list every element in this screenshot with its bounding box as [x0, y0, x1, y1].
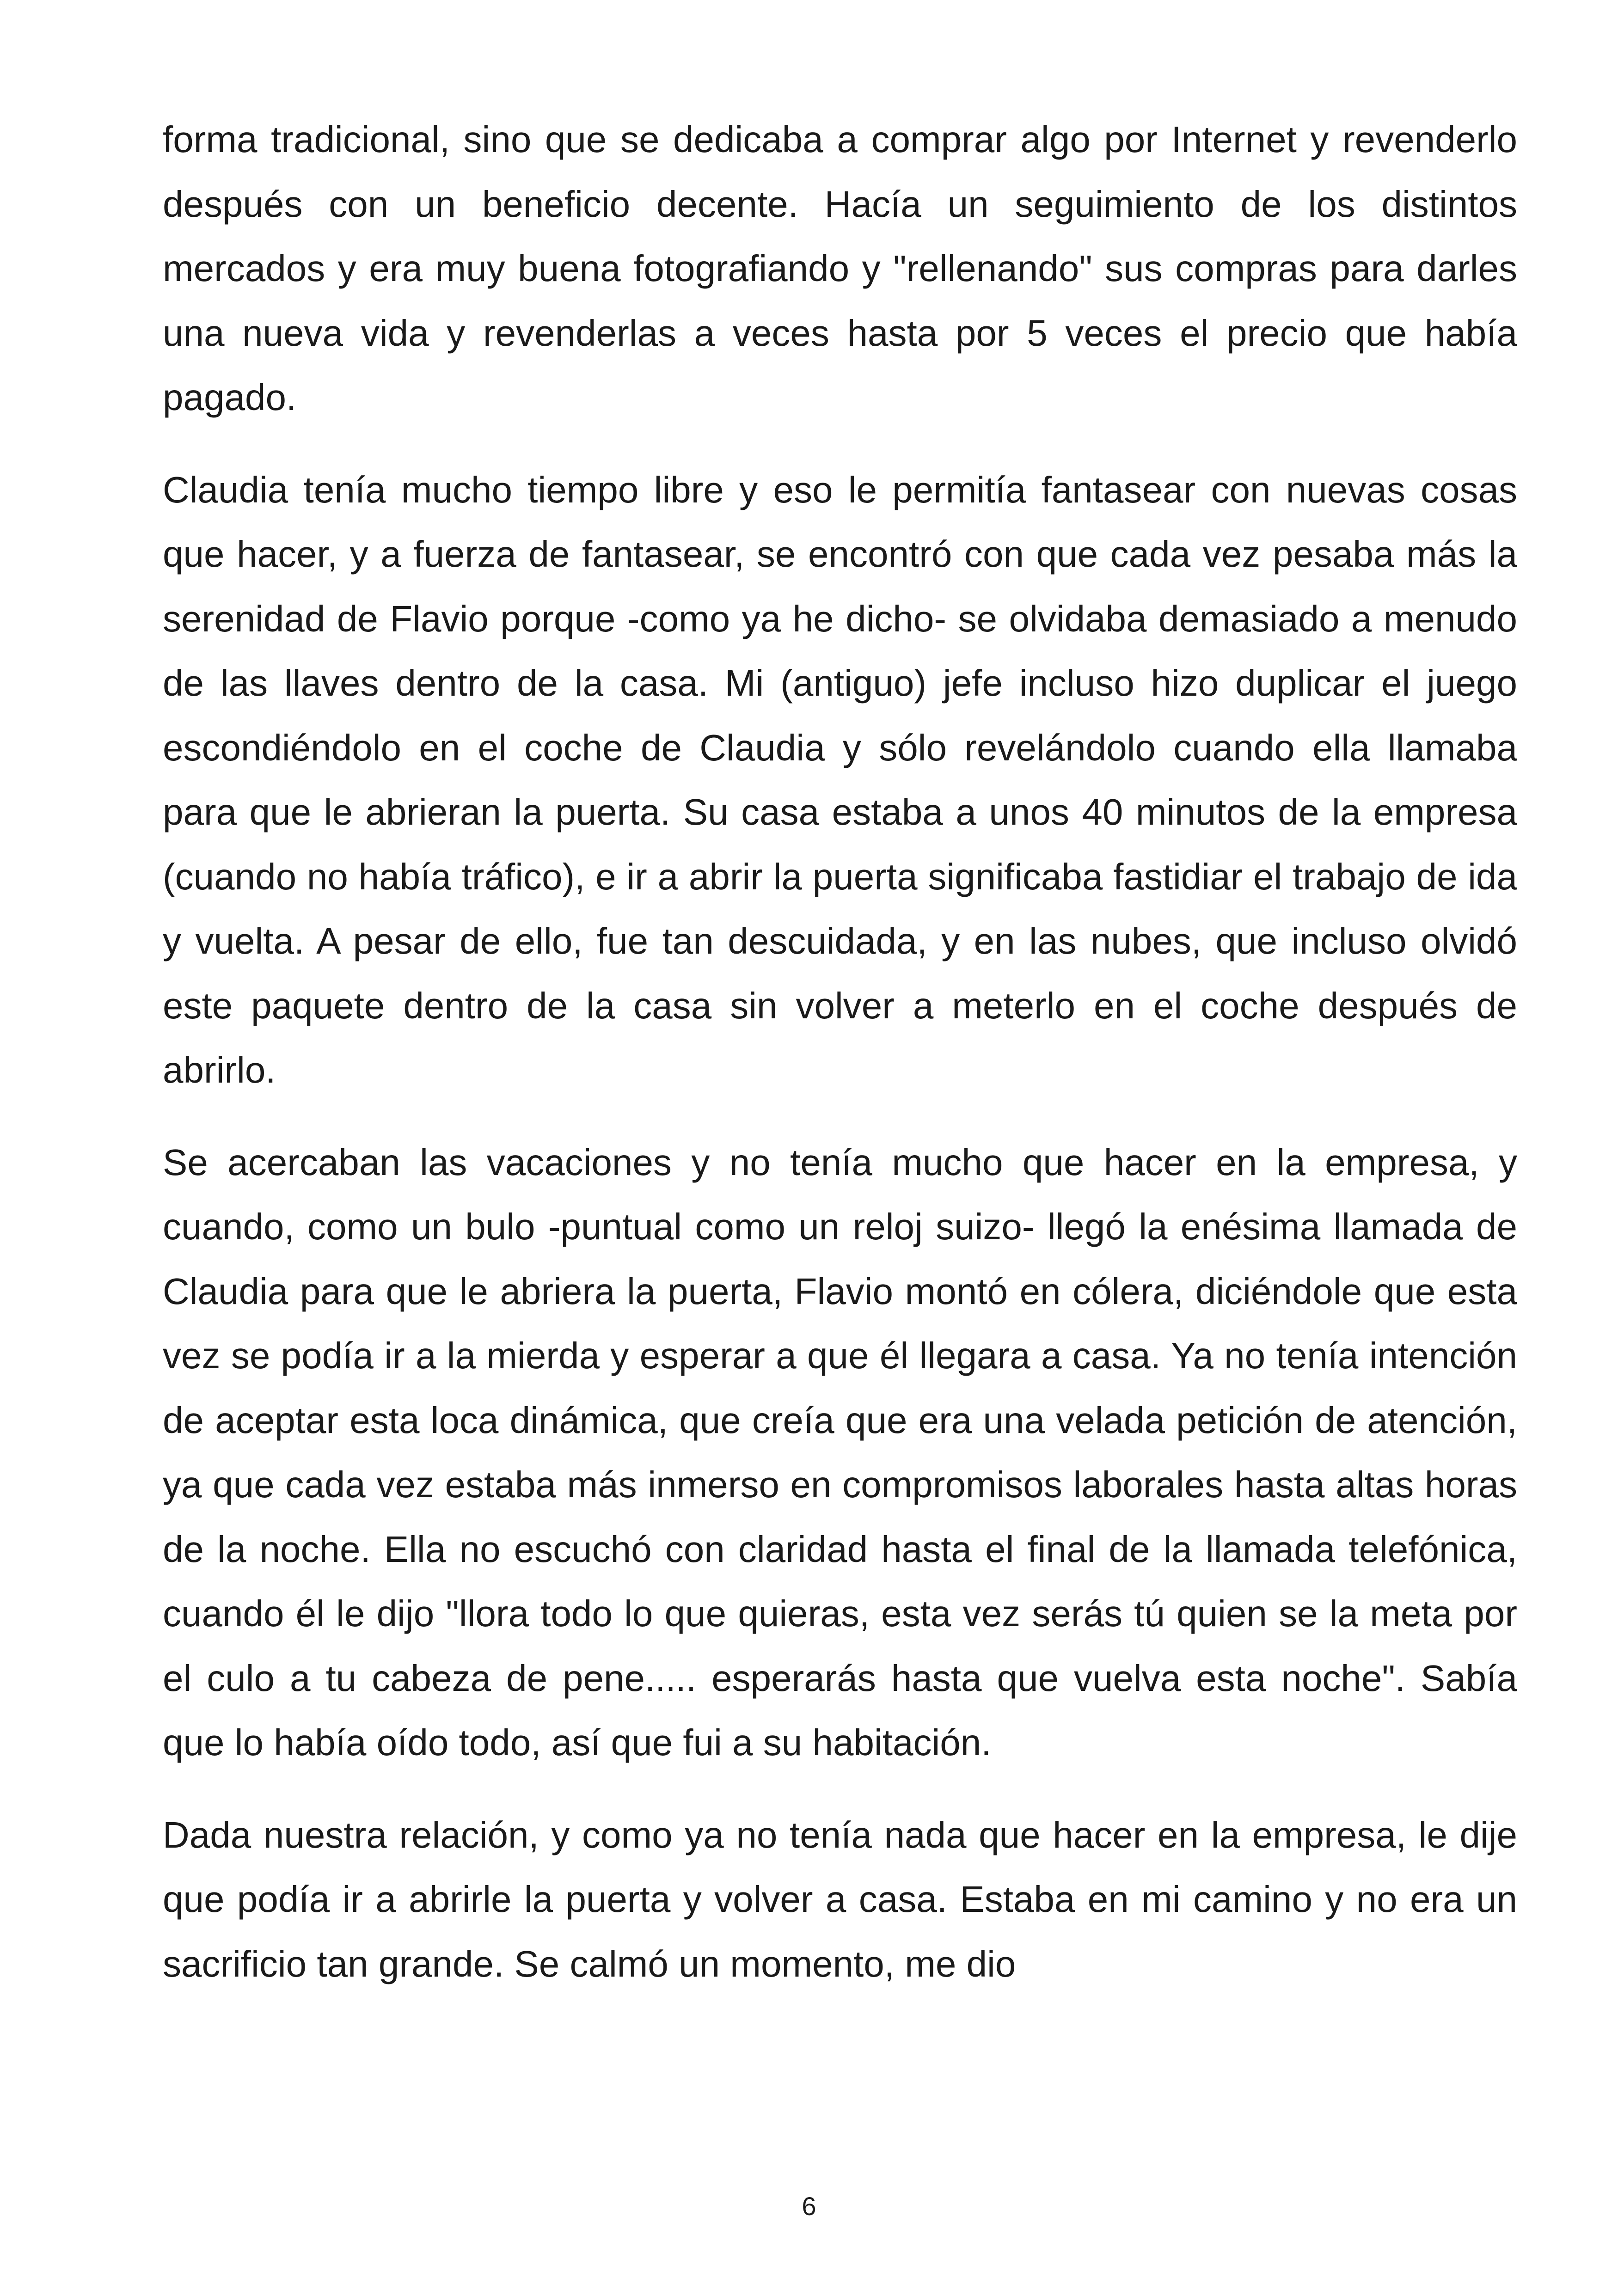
paragraph: Claudia tenía mucho tiempo libre y eso le permitía fantasear con nuevas cosas que hacer, y a fuerza de fantasear, se encontró con que cada vez pesaba más la serenidad de Flavio porque -como ya he dicho- se olvidaba demasiado a menudo de las llaves dentro de la casa. Mi (antiguo) jefe incluso hizo duplicar el juego escondiéndolo en el coche de Claudia y sólo revelándolo cuando ella llamaba para que le abrieran la puerta. Su casa estaba a unos 40 minutos de la empresa (cuando no había tráfico), e ir a abrir la puerta significaba fastidiar el trabajo de ida y vuelta. A pesar de ello, fue tan descuidada, y en las nubes, que incluso olvidó este paquete dentro de la casa sin volver a meterlo en el coche después de abrirlo.: [163, 469, 1517, 1090]
paragraph: forma tradicional, sino que se dedicaba a comprar algo por Internet y revenderlo después con un beneficio decente. Hacía un seguimiento de los distintos mercados y era muy buena fotografiando y "rellenando" sus compras para darles una nueva vida y revenderlas a veces hasta por 5 veces el precio que había pagado.: [163, 119, 1517, 418]
paragraph: Dada nuestra relación, y como ya no tenía nada que hacer en la empresa, le dije que podía ir a abrirle la puerta y volver a casa. Estaba en mi camino y no era un sacrificio tan grande. Se calmó un momento, me dio: [163, 1814, 1517, 1984]
page-number: 6: [802, 2192, 816, 2221]
body-text: [163, 107, 1517, 2024]
paragraph: Se acercaban las vacaciones y no tenía mucho que hacer en la empresa, y cuando, como un bulo -puntual como un reloj suizo- llegó la enésima llamada de Claudia para que le abriera la puerta, Flavio montó en cólera, diciéndole que esta vez se podía ir a la mierda y esperar a que él llegara a casa. Ya no tenía intención de aceptar esta loca dinámica, que creía que era una velada petición de atención, ya que cada vez estaba más inmerso en compromisos laborales hasta altas horas de la noche. Ella no escuchó con claridad hasta el final de la llamada telefónica, cuando él le dijo "llora todo lo que quieras, esta vez serás tú quien se la meta por el culo a tu cabeza de pene..... esperarás hasta que vuelva esta noche". Sabía que lo había oído todo, así que fui a su habitación.: [163, 1141, 1517, 1763]
